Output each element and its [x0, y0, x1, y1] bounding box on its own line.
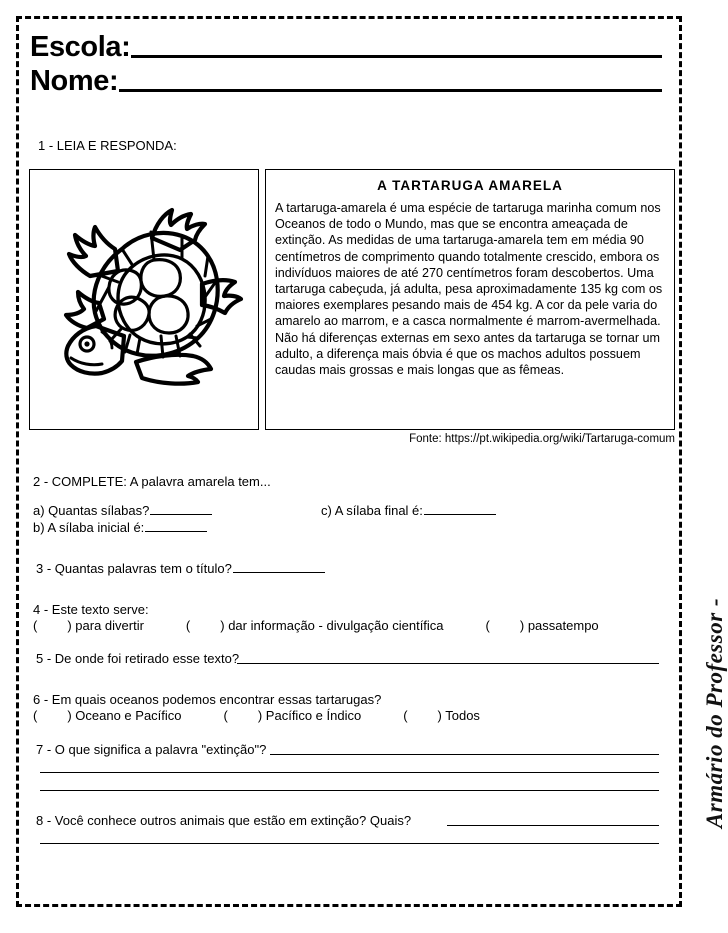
sea-turtle-icon — [30, 176, 258, 424]
q4-option-1-checkbox[interactable]: ( — [33, 618, 38, 633]
question-2-label: 2 - COMPLETE: A palavra amarela tem... — [33, 474, 271, 489]
question-8-answer-line-2[interactable] — [40, 843, 659, 844]
question-7-answer-line-1[interactable] — [270, 754, 659, 755]
question-2c-blank[interactable] — [424, 502, 496, 515]
question-7-answer-line-3[interactable] — [40, 790, 659, 791]
question-7-answer-line-2[interactable] — [40, 772, 659, 773]
question-4-label: 4 - Este texto serve: — [33, 602, 149, 617]
question-4-options — [33, 617, 599, 634]
question-6-label: 6 - Em quais oceanos podemos encontrar essas tartarugas? — [33, 692, 382, 707]
question-2b — [33, 519, 207, 536]
question-2a — [33, 502, 212, 519]
q6-option-2-label: ) Pacífico e Índico — [257, 708, 362, 723]
passage-box — [265, 169, 675, 430]
question-2c-label: c) A sílaba final é: — [321, 503, 423, 518]
question-5-label: 5 - De onde foi retirado esse texto? — [36, 651, 240, 666]
question-1-label: 1 - LEIA E RESPONDA: — [38, 138, 177, 153]
question-3-label: 3 - Quantas palavras tem o título? — [36, 561, 232, 576]
q4-option-3-label: ) passatempo — [519, 618, 599, 633]
question-2a-label: a) Quantas sílabas? — [33, 503, 150, 518]
question-5-answer-line[interactable] — [237, 663, 659, 664]
question-6-options — [33, 707, 480, 724]
student-header — [30, 28, 662, 96]
name-label: Nome: — [30, 65, 119, 97]
q4-option-1-label: ) para divertir — [67, 618, 144, 633]
q4-option-3-checkbox[interactable]: ( — [485, 618, 490, 633]
school-row — [30, 28, 662, 62]
passage-title: A TARTARUGA AMARELA — [377, 178, 563, 193]
question-2b-label: b) A sílaba inicial é: — [33, 520, 145, 535]
q6-option-1-checkbox[interactable]: ( — [33, 708, 38, 723]
reading-content-row — [29, 169, 675, 430]
watermark-text: Armário do Professor - — [702, 597, 728, 829]
question-7-label: 7 - O que significa a palavra "extinção"? — [36, 742, 267, 757]
passage-source: Fonte: https://pt.wikipedia.org/wiki/Tartaruga-comum — [409, 433, 675, 445]
name-row — [30, 62, 662, 96]
q4-option-2-label: ) dar informação - divulgação científica — [220, 618, 444, 633]
q4-option-2-checkbox[interactable]: ( — [185, 618, 191, 633]
passage-body: A tartaruga-amarela é uma espécie de tartaruga marinha comum nos Oceanos de todo o Mundo, mas que se encontra ameaçada de extinção. As medidas de uma tartaruga-amarela tem em média 90 centímetros de comprimento quando totalmente crescido, embora os indivíduos maiores de até 270 centímetros foram descobertos. Uma tartaruga cabeçuda, já adulta, pesa aproximadamente 135 kg com os maiores exemplares pesando mais de 454 kg. A cor da pele varia do amarelo ao marrom, e a casca normalmente é marrom-avermelhada. Não há diferenças externas em sexo antes da tartaruga se tornar um adulto, a diferença mais óbvia é que os machos adultos possuem caudas mais grossas e mais longas que as fêmeas. — [275, 201, 663, 378]
question-2a-blank[interactable] — [150, 502, 212, 515]
q6-option-1-label: ) Oceano e Pacífico — [67, 708, 182, 723]
name-write-line[interactable] — [119, 89, 662, 92]
turtle-illustration-box — [29, 169, 259, 430]
question-8-label: 8 - Você conhece outros animais que estão em extinção? Quais? — [36, 813, 412, 828]
question-3-blank[interactable] — [233, 560, 325, 573]
q6-option-2-checkbox[interactable]: ( — [223, 708, 228, 723]
question-8-answer-line-1[interactable] — [447, 825, 659, 826]
school-write-line[interactable] — [131, 55, 662, 58]
question-2c — [321, 502, 496, 519]
question-2b-blank[interactable] — [145, 519, 207, 532]
school-label: Escola: — [30, 31, 131, 63]
question-3 — [36, 560, 325, 577]
q6-option-3-checkbox[interactable]: ( — [403, 708, 408, 723]
q6-option-3-label: ) Todos — [437, 708, 480, 723]
